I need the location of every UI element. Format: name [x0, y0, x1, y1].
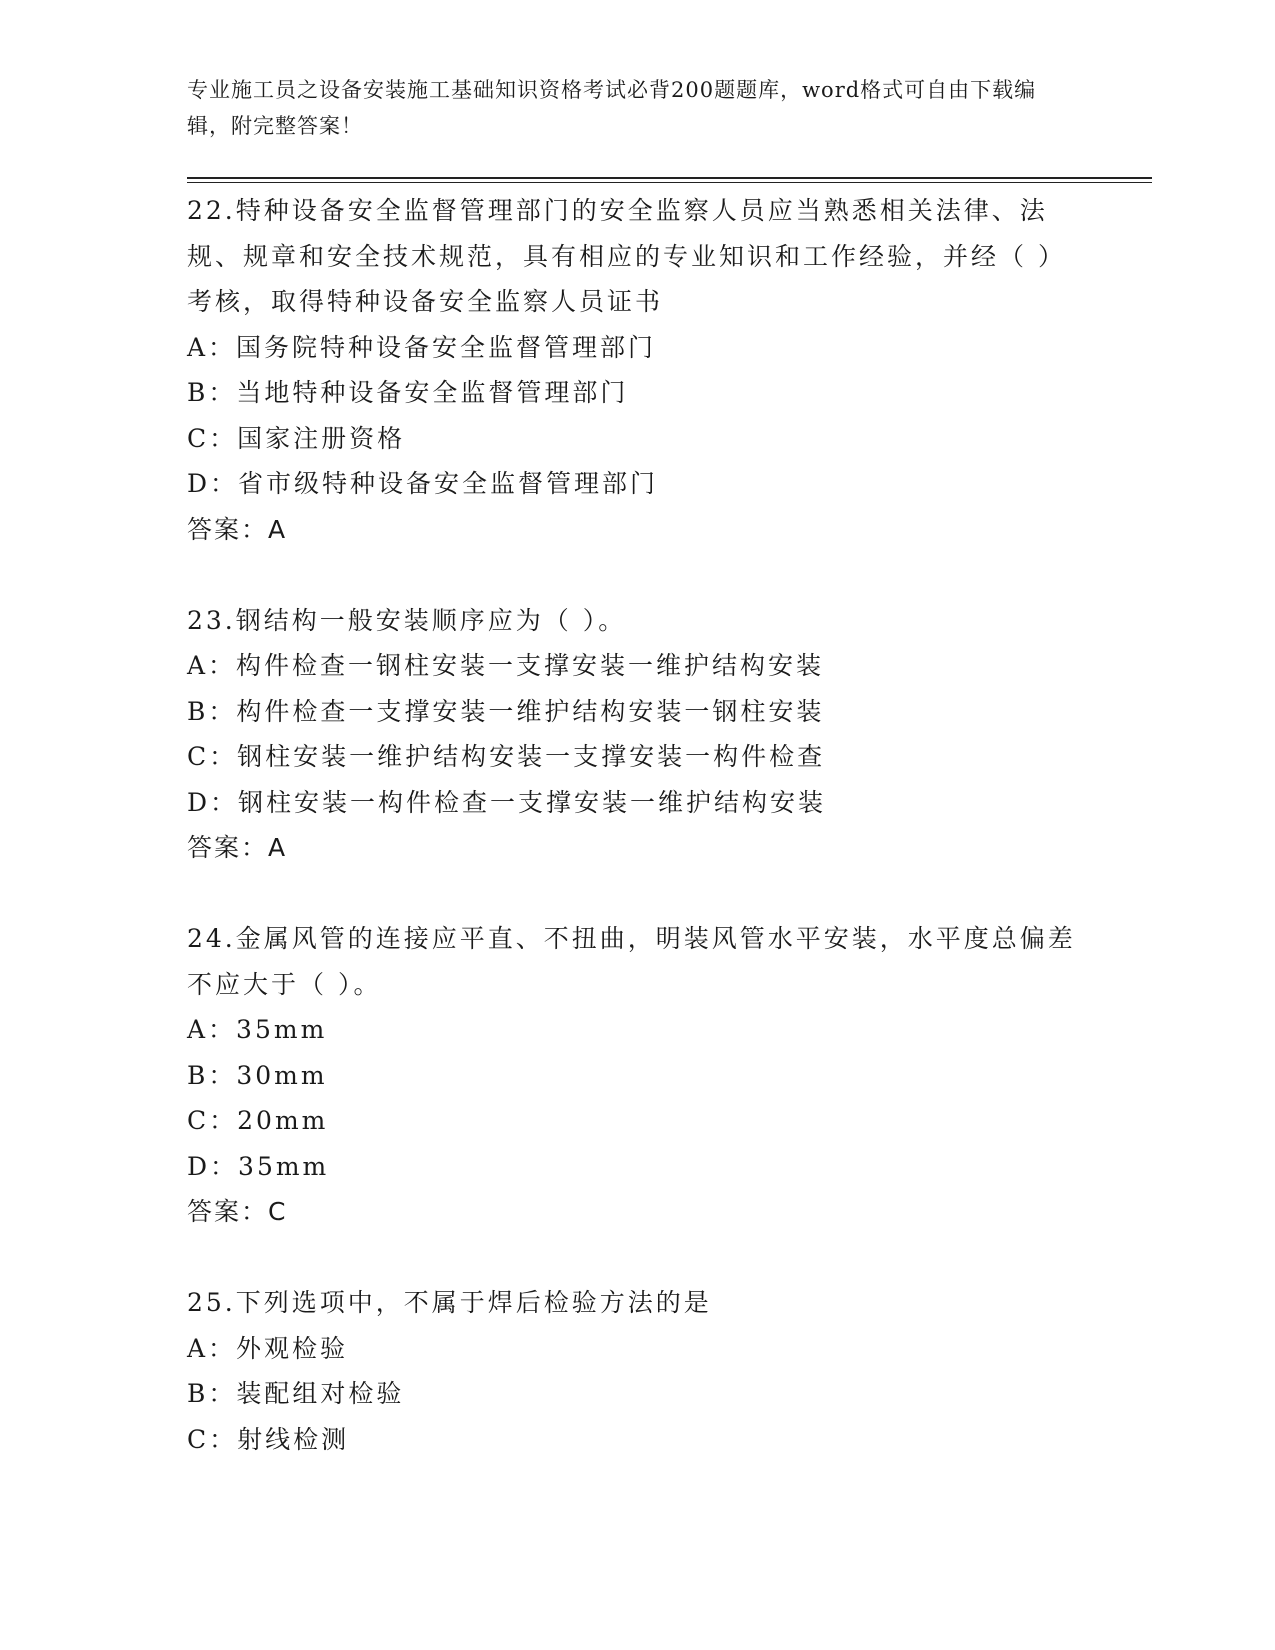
option-b: B：当地特种设备安全监督管理部门 [187, 378, 629, 407]
question-list [187, 188, 1087, 1508]
option-a: A：35mm [187, 1015, 328, 1044]
question-22 [187, 188, 1087, 552]
document-header: 专业施工员之设备安装施工基础知识资格考试必背200题题库，word格式可自由下载编辑，附完整答案！ [187, 78, 1037, 138]
option-a: A：构件检查一钢柱安装一支撑安装一维护结构安装 [187, 651, 825, 680]
option-b: B：构件检查一支撑安装一维护结构安装一钢柱安装 [187, 696, 825, 726]
option-b: B：装配组对检验 [187, 1379, 405, 1408]
answer-label: 答案： [187, 1197, 269, 1226]
option-d: D：35mm [187, 1151, 330, 1181]
header-divider-thin [187, 182, 1152, 183]
question-24 [187, 916, 1087, 1235]
answer-line [187, 507, 1087, 553]
question-23 [187, 598, 1087, 871]
question-25 [187, 1280, 1087, 1462]
question-stem: 23.钢结构一般安装顺序应为（ ）。 [187, 605, 627, 635]
answer-value: A [268, 514, 288, 544]
option-c: C：钢柱安装一维护结构安装一支撑安装一构件检查 [187, 742, 826, 771]
option-c: C：20mm [187, 1106, 329, 1135]
option-a: A：外观检验 [187, 1333, 349, 1363]
option-c: C：国家注册资格 [187, 423, 406, 453]
answer-label: 答案： [187, 514, 269, 544]
option-c: C：射线检测 [187, 1424, 350, 1454]
header-divider-thick [187, 177, 1152, 179]
answer-value: C [268, 1197, 288, 1226]
question-stem: 25.下列选项中，不属于焊后检验方法的是 [187, 1288, 712, 1317]
answer-value: A [268, 833, 288, 862]
option-d: D：省市级特种设备安全监督管理部门 [187, 469, 659, 498]
answer-line [187, 825, 1087, 871]
option-b: B：30mm [187, 1060, 328, 1090]
option-d: D：钢柱安装一构件检查一支撑安装一维护结构安装 [187, 787, 827, 817]
question-stem: 24.金属风管的连接应平直、不扭曲，明装风管水平安装，水平度总偏差不应大于（ ）。 [187, 924, 1076, 999]
option-a: A：国务院特种设备安全监督管理部门 [187, 332, 657, 362]
answer-label: 答案： [187, 833, 269, 862]
answer-line [187, 1189, 1087, 1235]
question-stem: 22.特种设备安全监督管理部门的安全监察人员应当熟悉相关法律、法规、规章和安全技术规范，具有相应的专业知识和工作经验，并经（ ）考核，取得特种设备安全监察人员证书 [187, 196, 1066, 316]
